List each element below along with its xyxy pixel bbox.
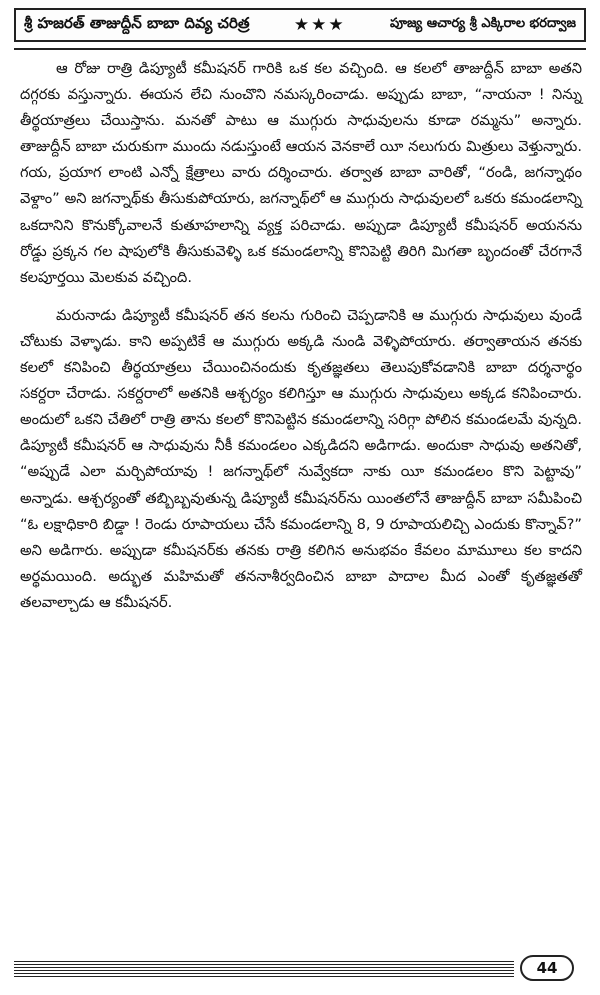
header-divider: [14, 48, 586, 50]
page-footer: [14, 955, 586, 983]
page-header: [14, 8, 586, 42]
page-number: 44: [520, 955, 574, 981]
star-separator-icon: ★★★: [293, 15, 346, 35]
paragraph: మరునాడు డిప్యూటీ కమీషనర్ తన కలను గురించి చెప్పడానికి ఆ ముగ్గురు సాధువులు వుండే చోటుకు వెళ్ళాడు. కాని అప్పటికే ఆ ముగ్గురు అక్కడి నుండి వెళ్ళిపోయారు. తర్వాతాయన తనకు కలలో కనిపించి తీర్థయాత్రలు చేయించినందుకు కృతజ్ఞతలు తెలుపుకోవడానికి బాబా దర్శనార్థం సకర్దరా చేరాడు. సకర్దరాలో అతనికి ఆశ్చర్యం కలిగిస్తూ ఆ ముగ్గురు సాధువులు అక్కడ కనిపించారు. అందులో ఒకని చేతిలో రాత్రి తాను కలలో కొనిపెట్టిన కమండలాన్ని సరిగ్గా పోలిన కమండలమే వున్నది. డిప్యూటీ కమీషనర్ ఆ సాధువును నీకీ కమండలం ఎక్కడిదని అడిగాడు. అందుకా సాధువు అతనితో, “అప్పుడే ఎలా మర్చిపోయావు ! జగన్నాథ్‌లో నువ్వేకదా నాకు యీ కమండలం కొని పెట్టావు” అన్నాడు. ఆశ్చర్యంతో తబ్బిబ్బవుతున్న డిప్యూటీ కమీషనర్‌ను యింతలోనే తాజుద్దీన్ బాబా సమీపించి “ఓ లక్షాధికారి బిడ్డా ! రెండు రూపాయలు చేసే కమండలాన్ని 8, 9 రూపాయలిచ్చి ఎందుకు కొన్నావ్?” అని అడిగారు. అప్పుడా కమీషనర్‌కు తనకు రాత్రి కలిగిన అనుభవం కేవలం మామూలు కల కాదని అర్థమయింది. అద్భుత మహిమతో తననాశీర్వదించిన బాబా పాదాల మీద ఎంతో కృతజ్ఞతతో తలవాల్చాడు ఆ కమీషనర్.: [20, 306, 582, 611]
paragraph: ఆ రోజు రాత్రి డిప్యూటీ కమీషనర్ గారికి ఒక కల వచ్చింది. ఆ కలలో తాజుద్దీన్ బాబా అతని దగ్గరకు వస్తున్నారు. ఈయన లేచి నుంచొని నమస్కరించాడు. అప్పుడు బాబా, “నాయనా ! నిన్ను తీర్థయాత్రలు చేయిస్తాను. మనతో పాటు ఆ ముగ్గురు సాధువులను కూడా రమ్మను” అన్నారు. తాజుద్దీన్ బాబా చురుకుగా ముందు నడుస్తుంటే ఆయన వెనకాలే యీ నలుగురు మిత్రులు వెళ్తున్నారు. గయ, ప్రయాగ లాంటి ఎన్నో క్షేత్రాలు వారు దర్శించారు. తర్వాత బాబా వారితో, “రండి, జగన్నాథం వెళ్దాం” అని జగన్నాథ్‌కు తీసుకుపోయారు, జగన్నాథ్‌లో ఆ ముగ్గురు సాధువులలో ఒకరు కమండలాన్ని ఒకదానిని కొనుక్కోవాలనే కుతూహలాన్ని వ్యక్త పరిచాడు. అప్పుడా డిప్యూటీ కమీషనర్ అయనను రోడ్డు ప్రక్కన గల షాపులోకి తీసుకువెళ్ళి ఒక కమండలాన్ని కొనిపెట్టి తిరిగి మిగతా బృందంతో చేరగానే కలపూర్తయి మెలకువ వచ్చింది.: [20, 60, 582, 286]
book-title: శ్రీ హజరత్ తాజుద్దీన్ బాబా దివ్య చరిత్ర: [24, 14, 250, 32]
author-name: పూజ్య ఆచార్య శ్రీ ఎక్కిరాల భరద్వాజ: [389, 16, 576, 31]
footer-rule-lines: [14, 961, 514, 979]
body-text: [20, 56, 582, 616]
